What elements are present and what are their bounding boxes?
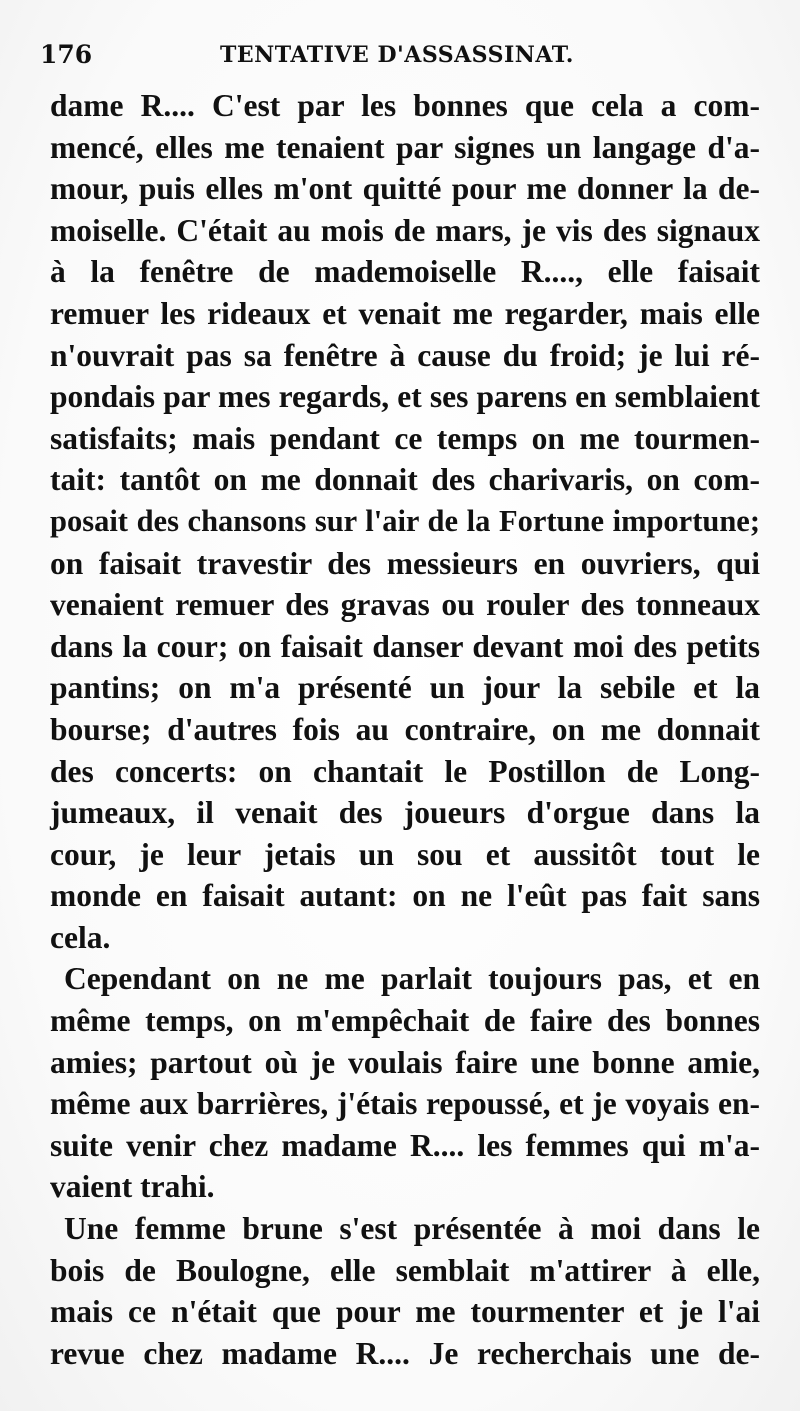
text-line: mencé, elles me tenaient par signes un langage d'a- (50, 129, 760, 165)
text-line: même temps, on m'empêchait de faire des bonnes (50, 1003, 760, 1039)
text-line: à la fenêtre de mademoiselle R...., elle faisait (50, 254, 760, 290)
text-line: cela. (50, 919, 111, 955)
running-title: TENTATIVE D'ASSASSINAT. (220, 42, 574, 68)
text-line: suite venir chez madame R.... les femmes qui m'a- (50, 1127, 760, 1163)
text-line: amies; partout où je voulais faire une bonne amie, (50, 1044, 760, 1080)
text-line: dame R.... C'est par les bonnes que cela a com- (50, 88, 760, 123)
text-line: moiselle. C'était au mois de mars, je vis des signaux (50, 212, 760, 248)
text-line: cour, je leur jetais un sou et aussitôt tout le (50, 836, 760, 872)
text-line: remuer les rideaux et venait me regarder, mais elle (50, 295, 760, 331)
text-line: vaient trahi. (50, 1169, 215, 1205)
text-line: Une femme brune s'est présentée à moi dans le (64, 1211, 760, 1247)
paragraph-2 (50, 958, 760, 1208)
text-line: bourse; d'autres fois au contraire, on me donnait (50, 711, 760, 747)
text-line: pantins; on m'a présenté un jour la sebile et la (50, 670, 760, 706)
text-line: posait des chansons sur l'air de la Fortune importune; (50, 503, 760, 538)
text-line: venaient remuer des gravas ou rouler des tonneaux (50, 587, 760, 623)
body-text (50, 85, 760, 1374)
text-line: jumeaux, il venait des joueurs d'orgue dans la (50, 795, 760, 831)
text-line: bois de Boulogne, elle semblait m'attirer à elle, (50, 1252, 760, 1288)
page-number: 176 (40, 40, 93, 69)
text-line: des concerts: on chantait le Postillon de Long- (50, 753, 760, 789)
text-line: pondais par mes regards, et ses parens en semblaient (50, 379, 760, 415)
text-line: n'ouvrait pas sa fenêtre à cause du froid; je lui ré- (50, 337, 760, 373)
text-line: Cependant on ne me parlait toujours pas, et en (64, 961, 760, 997)
page-header (40, 40, 740, 80)
text-line: monde en faisait autant: on ne l'eût pas fait sans (50, 878, 760, 914)
text-line: tait: tantôt on me donnait des charivaris, on com- (50, 462, 760, 498)
text-line: revue chez madame R.... Je recherchais une de- (50, 1335, 760, 1371)
text-line: on faisait travestir des messieurs en ouvriers, qui (50, 545, 760, 581)
text-line: satisfaits; mais pendant ce temps on me tourmen- (50, 420, 760, 456)
text-line: même aux barrières, j'étais repoussé, et je voyais en- (50, 1086, 760, 1122)
text-line: dans la cour; on faisait danser devant moi des petits (50, 628, 760, 664)
paragraph-1 (50, 85, 760, 958)
text-line: mour, puis elles m'ont quitté pour me donner la de- (50, 171, 760, 207)
paragraph-3 (50, 1208, 760, 1374)
text-line: mais ce n'était que pour me tourmenter et je l'ai (50, 1294, 760, 1330)
